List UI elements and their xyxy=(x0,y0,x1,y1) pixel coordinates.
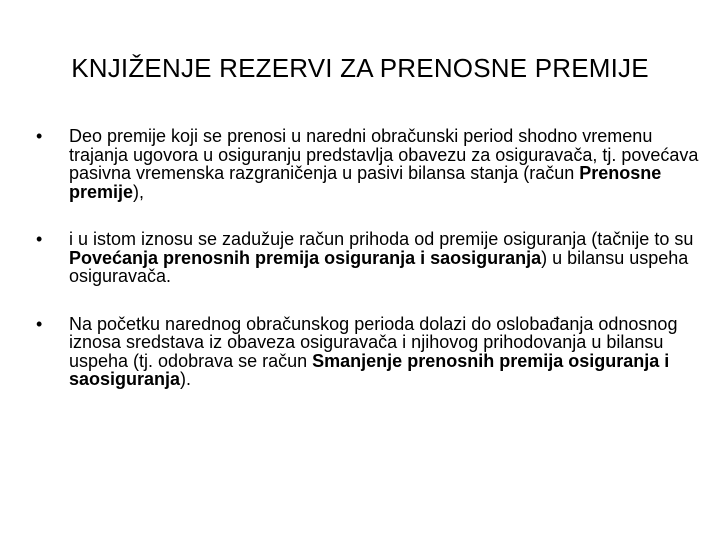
bullet-text xyxy=(69,314,677,390)
bullet-item xyxy=(36,315,700,389)
bullet-text-part: Deo premije koji se prenosi u naredni obračunski period shodno vremenu trajanja ugovora u osiguranju predstavlja obavezu za osiguravača, tj. povećava pasivna vremenska razgraničenja u pasivi bilansa stanja (račun xyxy=(69,126,699,183)
bullet-dot: • xyxy=(36,126,43,146)
bullet-text-part: ). xyxy=(180,369,192,389)
bullet-dot: • xyxy=(36,313,43,334)
bullet-text-part: ) u bilansu uspeha osiguravača. xyxy=(69,247,689,286)
bullet-emphasis: Prenosne premije xyxy=(69,163,662,202)
bullet-emphasis: Povećanja prenosnih premija osiguranja i saosiguranja xyxy=(69,247,542,268)
bullet-text-part: ), xyxy=(133,181,145,202)
bullet-list xyxy=(36,127,700,418)
bullet-item xyxy=(36,127,700,201)
bullet-text xyxy=(69,126,698,202)
bullet-text-part: i u istom iznosu se zadužuje račun prihoda od premije osiguranja (tačnije to su xyxy=(69,229,694,249)
slide-title: KNJIŽENJE REZERVI ZA PRENOSNE PREMIJE xyxy=(71,53,649,83)
bullet-text xyxy=(69,229,693,286)
bullet-item xyxy=(36,230,700,286)
bullet-dot: • xyxy=(36,229,43,249)
bullet-text-part: Na početku narednog obračunskog perioda dolazi do oslobađanja odnosnog iznosa sredstava iz obaveza osiguravača i njihovog prihodovanja u bilansu uspeha (tj. odobrava se račun xyxy=(69,313,678,371)
bullet-emphasis: Smanjenje prenosnih premija osiguranja i saosiguranja xyxy=(69,350,670,389)
